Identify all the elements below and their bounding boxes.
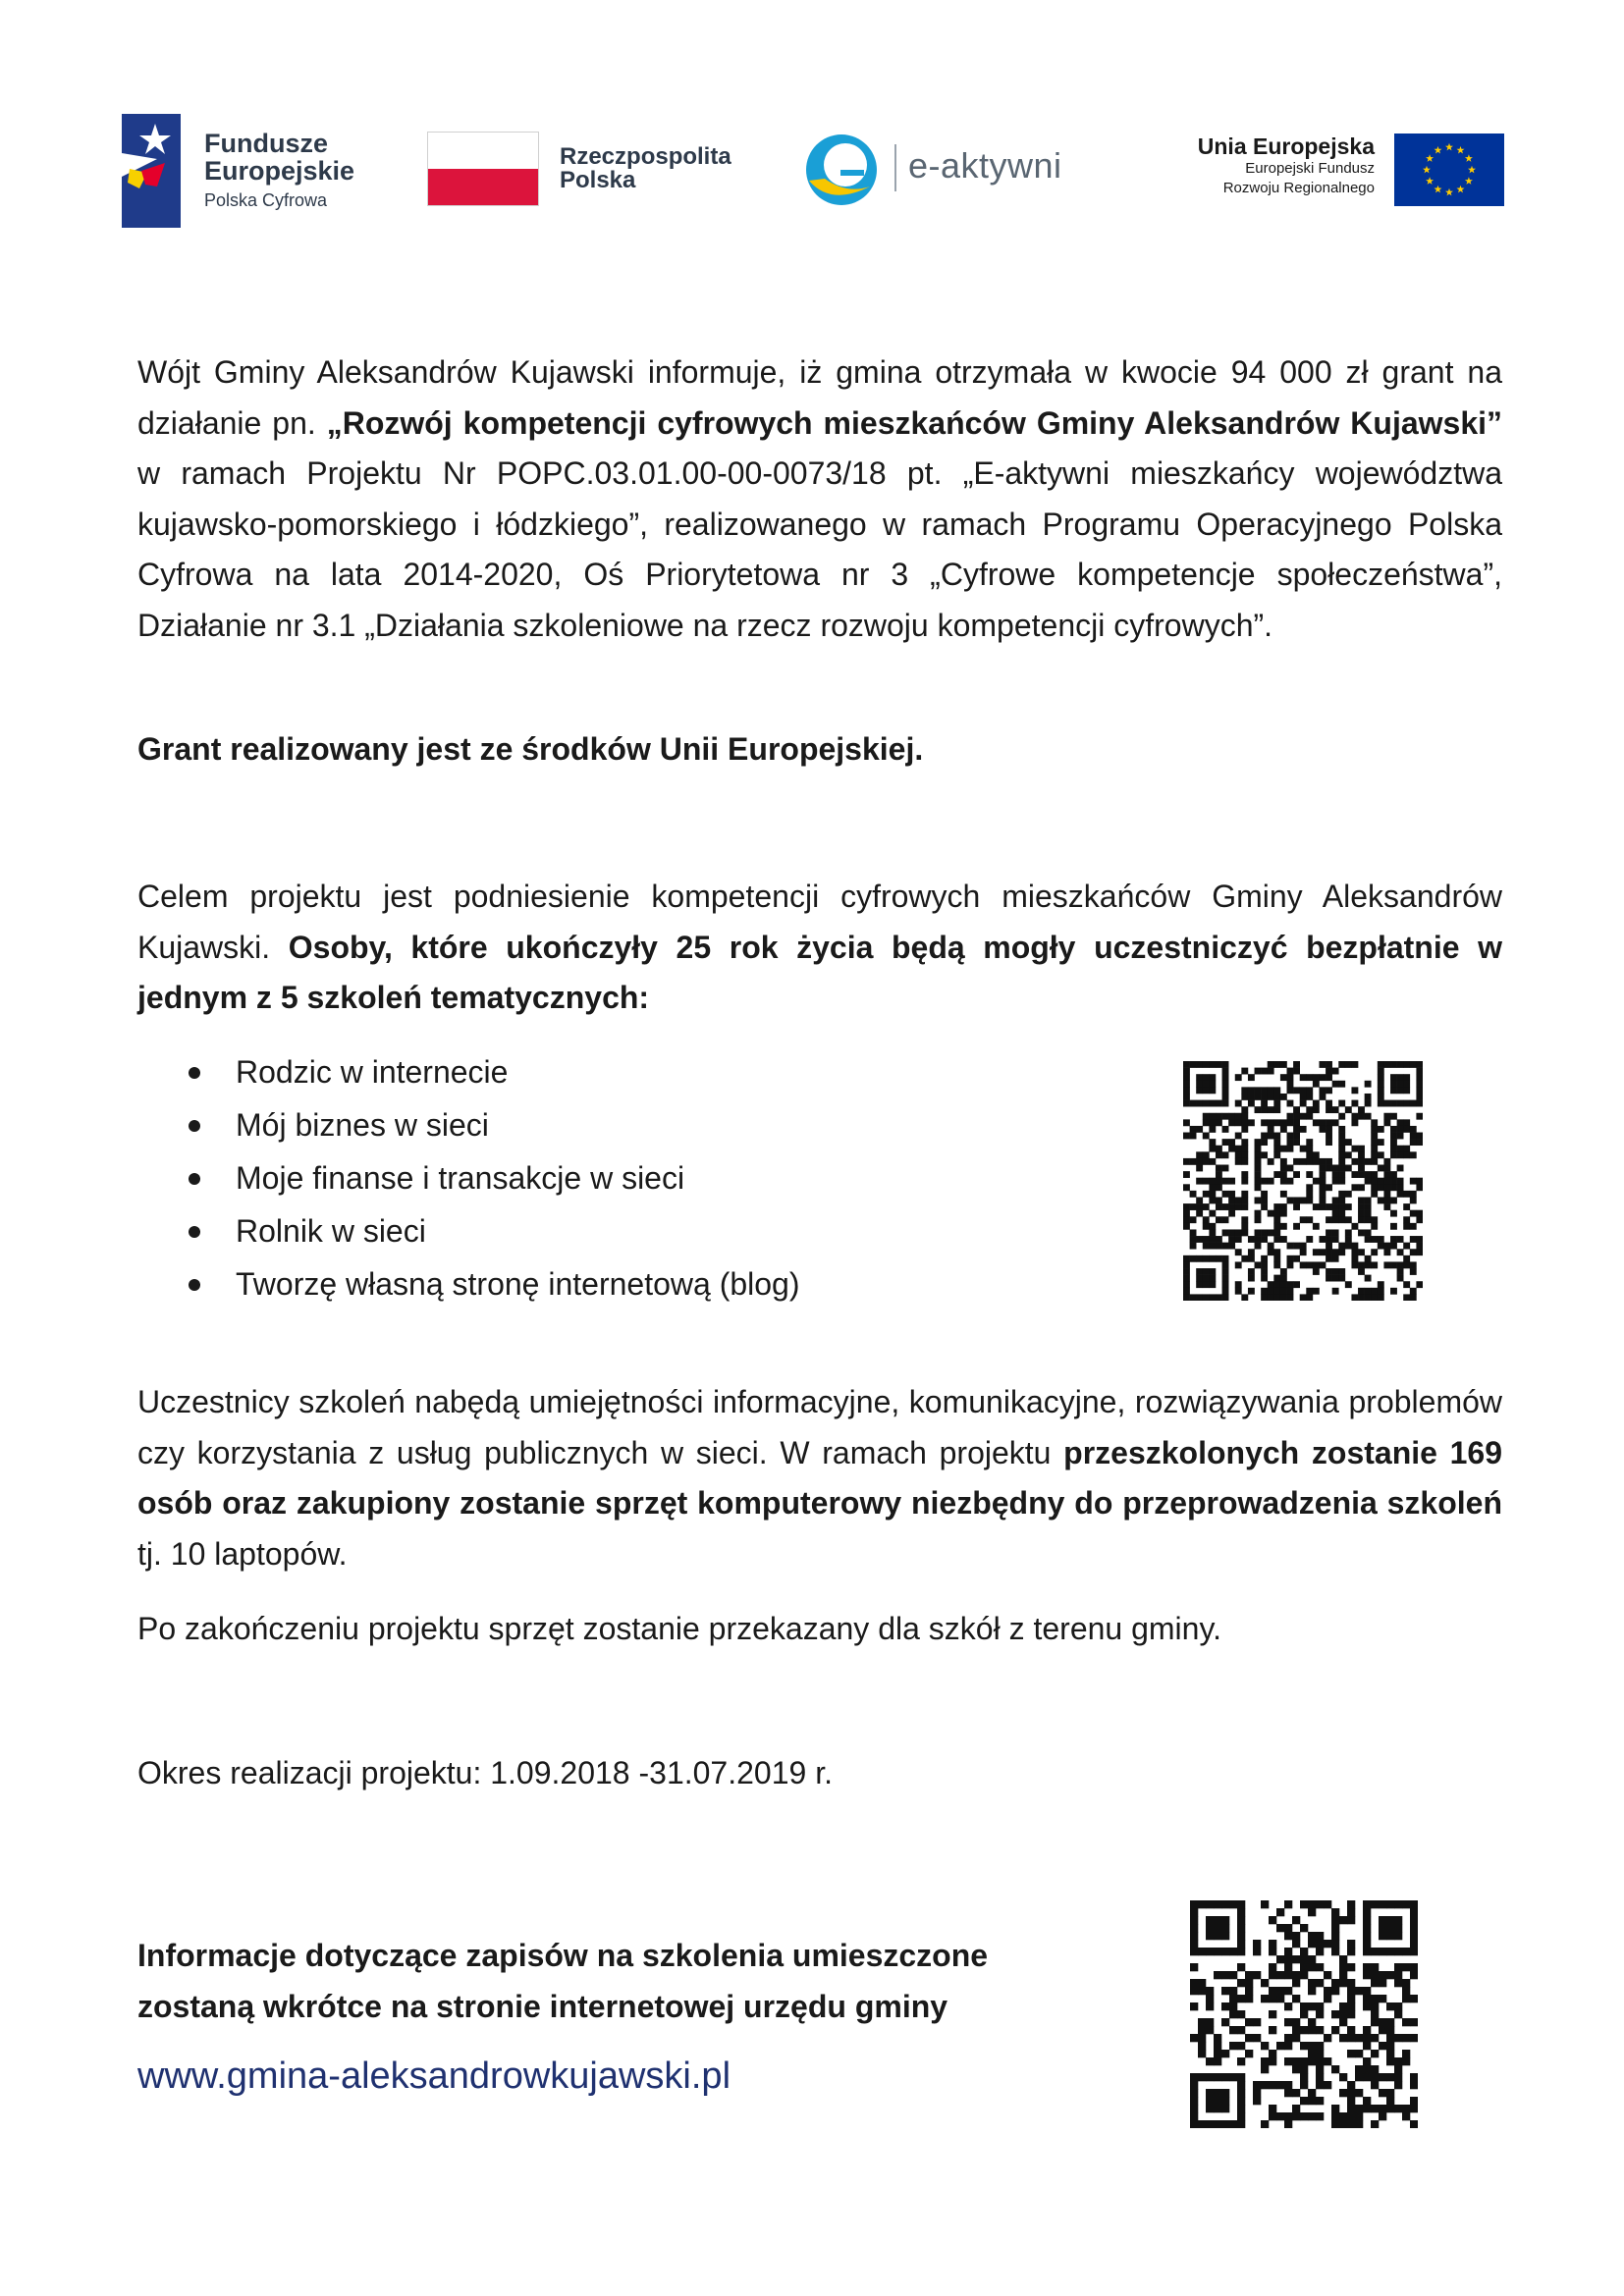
bullet-icon bbox=[189, 1279, 200, 1291]
bold-text: „Rozwój kompetencji cyfrowych mieszkańców Gminy Aleksandrów Kujawski” bbox=[326, 404, 1502, 441]
bullet-icon bbox=[189, 1226, 200, 1238]
project-period: Okres realizacji projektu: 1.09.2018 -31.07.2019 r. bbox=[137, 1755, 833, 1790]
bold-text: przeszkolonych zostanie 169 osób oraz zakupiony zostanie sprzęt komputerowy niezbędny do przeprowadzenia szkoleń bbox=[137, 1434, 1503, 1521]
ue-line1: Unia Europejska bbox=[1197, 133, 1375, 159]
list-item bbox=[137, 1257, 1021, 1310]
fe-line2: Europejskie bbox=[204, 156, 355, 186]
funding-statement: Grant realizowany jest ze środków Unii Europejskiej. bbox=[137, 731, 924, 767]
qr-code-icon[interactable] bbox=[1183, 1061, 1423, 1301]
unia-europejska-label bbox=[1139, 133, 1375, 198]
ue-line3: Rozwoju Regionalnego bbox=[1222, 180, 1375, 196]
course-label: Rodzic w internecie bbox=[236, 1054, 509, 1090]
equipment-paragraph: Po zakończeniu projektu sprzęt zostanie przekazany dla szkół z terenu gminy. bbox=[137, 1611, 1221, 1646]
text-run: Celem projektu jest podniesienie kompetencji cyfrowych mieszkańców Gminy Aleksandrów Kujawski. bbox=[137, 879, 1502, 965]
list-item bbox=[137, 1045, 1021, 1098]
qr-code-icon[interactable] bbox=[1190, 1900, 1418, 2128]
text-run: w ramach Projektu Nr POPC.03.01.00-00-0073/18 pt. „E-aktywni mieszkańcy województwa kujawsko-pomorskiego i łódzkiego”, realizowanego w ramach Programu Operacyjnego Polska Cyfrowa na lata 2014-2020, Oś Priorytetowa nr 3 „Cyfrowe kompetencje społeczeństwa”, Działanie nr 3.1 „Działania szkoleniowe na rzecz rozwoju kompetencji cyfrowych”. bbox=[137, 455, 1502, 643]
e-aktywni-icon bbox=[801, 130, 882, 210]
logo-header bbox=[0, 0, 1624, 255]
intro-paragraph bbox=[137, 347, 1502, 651]
list-item bbox=[137, 1151, 1021, 1204]
ue-line2: Europejski Fundusz bbox=[1245, 160, 1375, 177]
fe-line1: Fundusze bbox=[204, 129, 328, 158]
website-link[interactable]: www.gmina-aleksandrowkujawski.pl bbox=[137, 2056, 731, 2097]
course-label: Rolnik w sieci bbox=[236, 1213, 426, 1249]
fe-line3: Polska Cyfrowa bbox=[204, 190, 328, 210]
bullet-icon bbox=[189, 1173, 200, 1185]
e-aktywni-separator bbox=[894, 144, 896, 191]
eu-flag-icon bbox=[1394, 133, 1504, 206]
text-run: Uczestnicy szkoleń nabędą umiejętności informacyjne, komunikacyjne, rozwiązywania problemów czy korzystania z usług publicznych w sieci. W ramach projektu bbox=[137, 1384, 1502, 1470]
rp-line1: Rzeczpospolita bbox=[560, 143, 731, 170]
bullet-icon bbox=[189, 1120, 200, 1132]
polish-flag-icon bbox=[428, 133, 538, 205]
rp-line2: Polska bbox=[560, 167, 636, 193]
e-aktywni-label: e-aktywni bbox=[908, 145, 1062, 186]
fundusze-europejskie-icon bbox=[122, 114, 181, 228]
fundusze-europejskie-label bbox=[204, 130, 401, 211]
bold-text: Osoby, które ukończyły 25 rok życia będą mogły uczestniczyć bezpłatnie w jednym z 5 szkoleń tematycznych: bbox=[137, 929, 1503, 1015]
bullet-icon bbox=[189, 1067, 200, 1079]
course-list bbox=[137, 1045, 1021, 1310]
rzeczpospolita-label bbox=[560, 145, 731, 192]
text-run: tj. 10 laptopów. bbox=[137, 1535, 348, 1572]
course-label: Mój biznes w sieci bbox=[236, 1107, 489, 1143]
registration-info: Informacje dotyczące zapisów na szkolenia umieszczone zostaną wkrótce na stronie internetowej urzędu gminy bbox=[137, 1938, 989, 2024]
goal-paragraph bbox=[137, 872, 1502, 1024]
course-label: Tworzę własną stronę internetową (blog) bbox=[236, 1266, 800, 1302]
list-item bbox=[137, 1098, 1021, 1151]
course-label: Moje finanse i transakcje w sieci bbox=[236, 1160, 685, 1196]
list-item bbox=[137, 1204, 1021, 1257]
text-run: Wójt Gminy Aleksandrów Kujawski informuje, iż gmina otrzymała w kwocie 94 000 zł grant na działanie pn. bbox=[137, 354, 1502, 441]
participants-paragraph bbox=[137, 1377, 1502, 1579]
